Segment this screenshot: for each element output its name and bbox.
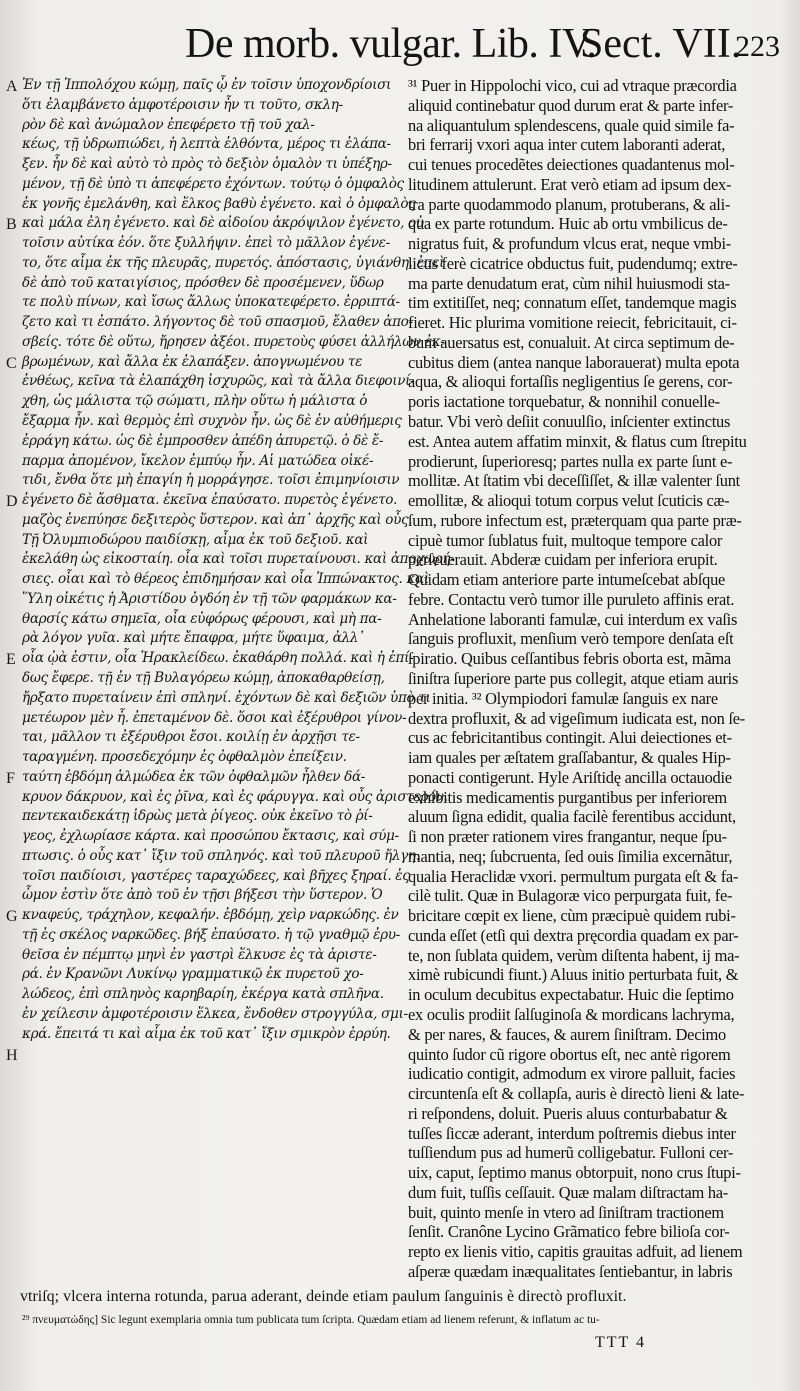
greek-line: ἐγένετο δὲ ἄσθματα. ἐκεῖνα ἐπαύσατο. πυρετὸς ἐγένετο. — [22, 492, 398, 509]
greek-line: παρμα ἀπομένον, ἴκελον ἐμπύῳ ἦν. Αἱ ματώδεα οἰκέ- — [22, 452, 374, 469]
greek-line: θεῖσα ἐν πέμπτῳ μηνὶ ἐν γαστρὶ ἕλκυσε ἐς τὰ ἀριστε- — [22, 946, 377, 963]
latin-line: iudicatio contigit, admodum ex virore palluit, facies — [408, 1064, 736, 1084]
running-header — [0, 18, 800, 78]
greek-line: γεος, ἐχλωρίασε κάρτα. καὶ προσώπου ἔκτασις, καὶ σύμ- — [22, 828, 399, 845]
latin-line: ma parte denudatum erat, cùm nihil huiusmodi sta- — [408, 273, 730, 293]
latin-line: ſenſit. Cranône Lycino Grãmatico febre bilioſa cor- — [408, 1222, 730, 1242]
greek-line: ρὰ λόγον γυῖα. καὶ μήτε ἔπαφρα, μήτε ὕφαιμα, ἀλλ᾽ — [22, 630, 365, 647]
latin-line: emollitæ, & alioqui totum corpus velut ſcuticis cæ- — [408, 491, 730, 511]
greek-line: καὶ μάλα ἐλη ἐγένετο. καὶ δὲ αἰδοίου ἀκρόψιλον ἐγένετο, οὐ — [22, 215, 424, 232]
latin-line: & per nares, & fauces, & aurem ſiniſtram. Decimo — [408, 1024, 726, 1044]
greek-line: μένον, τῇ δὲ ὑπὸ τι ἀπεφέρετο ἐχόντων. τούτῳ ὁ ὀμφαλὸς — [22, 175, 404, 192]
latin-line: bricitare cœpit ex liene, cùm præcipuè quidem rubi- — [408, 906, 736, 926]
greek-line: κέως, τῇ ὑδρωπιώδει, ἡ λεπτὰ ἐλθόντα, μέρος τι ἐλάπα- — [22, 136, 391, 153]
latin-line: aliquid continebatur quod durum erat & parte infer- — [408, 95, 734, 115]
latin-line: qualia Heraclidæ vxori. permultum purgata eſt & fa- — [408, 866, 739, 886]
latin-line: ³¹ Puer in Hippolochi vico, cui ad vtraque præcordia — [408, 76, 737, 95]
latin-line: fieret. Hic plurima vomitione reiecit, febricitauit, ci- — [408, 313, 737, 333]
latin-line: ex oculis prodiit ſalſuginoſa & mordicans lachryma, — [408, 1004, 735, 1024]
greek-line: ἐν χείλεσιν ἀμφοτέροισιν ἕλκεα, ἔνδοθεν στρογγύλα, σμι- — [22, 1005, 408, 1022]
greek-line: κναφεύς, τράχηλον, κεφαλήν. ἑβδόμῃ, χεὶρ ναρκώδης. ἐν — [22, 907, 399, 924]
greek-line: ταύτη ἑβδόμη ἁλμώδεα ἐκ τῶν ὀφθαλμῶν ἦλθεν δά- — [22, 768, 366, 785]
latin-line: aſperæ quædam inæqualitates ſentiebantur, in labris — [408, 1261, 733, 1281]
greek-line: λώδεος, ἐπὶ σπληνὸς καρηβαρίη, ἐκέργα κατὰ σπλῆνα. — [22, 986, 384, 1003]
greek-line: μαζὸς ἐνεπύησε δεξιτερὸς ὕστερον. καὶ ἀπ᾽ ἀρχῆς καὶ οὖς. — [22, 511, 413, 528]
greek-line: ται, μᾶλλον τι ἐξέρυθροι ἔσοι. κοιλίῃ ἐν ἀρχῇσι τε- — [22, 729, 360, 746]
latin-line: mollitæ. At ſtatim vbi deceſſiſſet, & illæ valenter ſunt — [408, 471, 740, 491]
latin-line: qua ex parte rotundum. Huic ab ortu vmbilicus de- — [408, 214, 728, 234]
latin-line: cus ac febricitantibus contingit. Alui deiectiones et- — [408, 728, 732, 748]
greek-line: τῇ ἐς σκέλος ναρκῶδες. βήξ ἐπαύσατο. ἡ τῷ γναθμῷ ἐρυ- — [22, 926, 400, 943]
running-title: De morb. vulgar. Lib. IV. — [185, 21, 597, 67]
greek-line: κρά. ἔπειτά τι καὶ αἷμα ἐκ τοῦ κατ᾽ ἴξιν σμικρὸν ἐρρύη. — [22, 1025, 391, 1042]
section-label: Sect. VII. — [580, 21, 742, 67]
latin-line: febre. Contactu verò tumor ille puruleto affinis erat. — [408, 589, 735, 609]
latin-line: bum auersatus est, conualuit. At circa septimum de- — [408, 332, 735, 352]
latin-line: in oculum decubitus expectabatur. Huic die ſeptimo — [408, 985, 734, 1005]
greek-line: θαρσίς κάτω σημεῖα, οἷα εὐφόρως φέρουσι, καὶ μὴ πα- — [22, 610, 382, 627]
latin-line: uix, caput, ſeptimo manus obtorpuit, nono crus ſtupi- — [408, 1163, 741, 1183]
greek-line: δως ἔφερε. τῇ ἐν τῇ Βυλαγόρεω κώμῃ, ἀποκαθαρθείσῃ, — [22, 669, 385, 686]
latin-line: repto ex lienis vitio, capitis grauitas adfuit, ad lienem — [408, 1242, 743, 1262]
greek-line: Ὕλη οἰκέτις ἡ Ἀριστίδου ὀγδόη ἐν τῇ τῶν φαρμάκων κα- — [22, 590, 397, 607]
latin-line: aqua, & alioqui fortaſſis negligentius ſe gerens, cor- — [408, 372, 733, 392]
latin-line: ſiniſtra ſuperiore parte pus collegit, atque etiam auris — [408, 668, 739, 688]
greek-line: τιδι, ἔνθα ὅτε μὴ ἐπαγίη ἡ μορράγησε. τοῖσι ἐπιμηνίοισιν — [22, 472, 400, 489]
margin-letter: E — [6, 651, 16, 669]
greek-line: ἐρράγη κάτω. ὡς δὲ ἐμπροσθεν ἀπέδη ἀπυρετῷ. ὁ δὲ ἔ- — [22, 432, 384, 449]
closing-line: vtriſq; vlcera interna rotunda, parua aderant, deinde etiam paulum ſanguinis è directò profluxit. — [20, 1288, 627, 1305]
latin-line: exhibitis medicamentis purgantibus per inferiorem — [408, 787, 727, 807]
latin-line: cipuè tumor ſublatus fuit, multoque tempore calor — [408, 530, 723, 550]
latin-line: poris iactatione torquebatur, & nonnihil conuelle- — [408, 392, 720, 412]
latin-line: quinto ſudor cũ rigore obortus eſt, nec antè rigorem — [408, 1044, 731, 1064]
greek-line: δὲ ἀπὸ τοῦ καταιγίσιος, πρόσθεν δὲ προσέμενεν, ὕδωρ — [22, 274, 384, 291]
footnote: ²⁹ πνευματώδης] Sic legunt exemplaria omnia tum publicata tum ſcripta. Quædam etiam ad lienem referunt, & inflatum ac tu- — [22, 1314, 600, 1326]
greek-line: οἷα ᾠὰ ἐστιν, οἷα Ἡρακλείδεω. ἐκαθάρθη πολλά. καὶ ἡ ἐπί- — [22, 650, 414, 667]
greek-line: Ἐν τῇ Ἱππολόχου κώμῃ, παῖς ᾧ ἐν τοῖσιν ὑποχονδρίοισι — [22, 77, 391, 93]
latin-line: licus ferè cicatrice obductus fuit, pudendumq; extre- — [408, 253, 738, 273]
greek-line: ρὸν δὲ καὶ ἀνώμαλον ἐπεφέρετο τῇ τοῦ χαλ- — [22, 116, 315, 133]
latin-line: dextra profluxit, & ad vigeſimum iudicata est, non ſe- — [408, 708, 745, 728]
greek-line: βρωμένων, καὶ ἄλλα ἐκ ἐλαπάξεν. ἀπογνωμένου τε — [22, 353, 363, 370]
latin-line: est. Antea autem affatim minxit, & flatus cum ſtrepitu — [408, 431, 747, 451]
latin-line: litudinem attulerunt. Erat verò etiam ad ipsum dex- — [408, 174, 732, 194]
latin-line: cubitus diem (antea nanque laborauerat) multa epota — [408, 352, 740, 372]
latin-line: ponacti contigerunt. Hyle Ariſtidę ancilla octauodie — [408, 767, 732, 787]
latin-line: prodierunt, ſuperioresq; partes nulla ex parte ſunt e- — [408, 451, 733, 471]
margin-letter: A — [6, 78, 18, 95]
greek-line: κρυον δάκρυον, καὶ ἐς ῥῖνα, καὶ ἐς φάρυγγα. καὶ οὖς ἀριστερόν. — [22, 788, 448, 805]
latin-text-column — [408, 76, 786, 1282]
margin-letter: D — [6, 493, 18, 511]
latin-line: batur. Vbi verò deſiit conuulſio, inſcienter extinctus — [408, 412, 731, 432]
latin-line: buit, quinto menſe in vtero ad ſiniſtram tractionem — [408, 1202, 724, 1222]
latin-line: tra parte quodammodo planum, protuberans, & ali- — [408, 194, 731, 214]
latin-line: Quidam etiam anteriore parte intumeſcebat abſque — [408, 570, 726, 590]
latin-line: na aliquantulum splendescens, quale quid simile fa- — [408, 115, 735, 135]
greek-text-column — [22, 76, 455, 1045]
latin-line: aluum ſigna edidit, qualia facilè ferentibus accidunt, — [408, 807, 736, 827]
latin-line: per initia. ³² Olympiodori famulæ ſanguis ex nare — [408, 688, 718, 708]
latin-line: perſeuerauit. Abderæ cuidam per inferiora erupit. — [408, 550, 718, 570]
greek-line: ἔξαρμα ἦν. καὶ θερμὸς ἐπὶ συχνὸν ἦν. ὡς δὲ ἐν αὐθήμερις — [22, 413, 402, 430]
greek-line: μετέωρον μὲν ἦ. ἐπεταμένον δὲ. ὅσοι καὶ ἐξέρυθροι γίνον- — [22, 709, 407, 726]
greek-line: σιες. οἷαι καὶ τὸ θέρεος ἐπιδημήσαν καὶ οἷα Ἱππώνακτος. καὶ — [22, 571, 429, 588]
latin-line: te, non ſublata quidem, verùm diſtenta habent, ij ma- — [408, 945, 740, 965]
latin-line: ſanguis profluxit, menſium verò tempore denſata eſt — [408, 629, 734, 649]
margin-letter: C — [6, 354, 17, 372]
latin-line: ſum, rubore infectum est, præterquam qua parte præ- — [408, 510, 742, 530]
margin-letter: G — [6, 908, 18, 926]
latin-line: tuſſes ſiccæ aderant, interdum poſtremis diebus inter — [408, 1123, 736, 1143]
latin-line: cilè tulit. Quæ in Bulagoræ vico perpurgata fuit, fe- — [408, 886, 733, 906]
margin-letter: B — [6, 216, 17, 234]
greek-line: Τῇ Ὀλυμπιοδώρου παιδίσκῃ, αἷμα ἐκ τοῦ δεξιοῦ. καὶ — [22, 531, 369, 548]
latin-line: ſi non præter rationem vires frangantur, neque ſpu- — [408, 827, 727, 847]
latin-line: nigratus fuit, & profundum vlcus erat, neque vmbi- — [408, 234, 731, 254]
latin-line: tuſſiendum pus ad humerũ colligebatur. Fulloni cer- — [408, 1143, 734, 1163]
latin-line: cui tenues procedẽtes deiectiones quadantenus mol- — [408, 155, 735, 175]
greek-line: ὅτι ἐλαμβάνετο ἀμφοτέροισιν ἦν τι τοῦτο, σκλη- — [22, 96, 343, 113]
page-number: 223 — [735, 30, 780, 63]
greek-line: ἐνθέως, κεῖνα τὰ ἐλαπάχθη ἰσχυρῶς, καὶ τὰ ἄλλα διεφοινί- — [22, 373, 415, 390]
margin-letter: H — [6, 1046, 18, 1064]
greek-line: ἐκελάθη ὡς εἰκοσταίη. οἷα καὶ τοῖσι πυρεταίνουσι. καὶ ἀποχωρή- — [22, 551, 455, 568]
greek-line: πτωσις. ὁ οὖς κατ᾽ ἴξιν τοῦ σπληνός. καὶ τοῦ πλευροῦ ἤλγη. — [22, 847, 420, 864]
greek-line: ζετο καὶ τι ἐσπάτο. λήγοντος δὲ τοῦ σπασμοῦ, ἔλαθεν ἀπο- — [22, 314, 413, 331]
greek-line: τε πολὺ πίνων, καὶ ἴσως ἄλλως ὑποκατεφέρετο. ἐρριπτά- — [22, 294, 400, 311]
greek-line: ρά. ἐν Κρανῶνι Λυκίνῳ γραμματικῷ ἐκ πυρετοῦ χο- — [22, 966, 364, 983]
latin-line: ximè rubicundi fiunt.) Aluus initio perturbata fuit, & — [408, 965, 739, 985]
greek-line: ἤρξατο πυρεταίνειν ἐπὶ σπληνί. ἐχόντων δὲ καὶ δεξιῶν ὑπὸ τι — [22, 689, 431, 706]
greek-line: χθη, ὡς μάλιστα τῷ σώματι, πλὴν οὕτω ἡ μάλιστα ὁ — [22, 393, 368, 410]
latin-line: circuntenſa eſt & collapſa, auris è directò lieni & late- — [408, 1084, 745, 1104]
greek-line: σβείς. τότε δὲ οὕτω, ἤρησεν ἀξέοι. πυρετοὺς φύσει ἀλλήλων ἐκ- — [22, 333, 445, 350]
signature-mark: TTT 4 — [595, 1334, 647, 1351]
latin-line: cunda eſſet (etſi qui dextra pręcordia quadam ex par- — [408, 925, 739, 945]
latin-line: ſpiratio. Quibus ceſſantibus febris oborta est, mãma — [408, 649, 731, 669]
greek-line: ταραγμένη. προσεδεχόμην ἐς ὀφθαλμὸν ἐπείξειν. — [22, 749, 347, 766]
margin-letter: F — [6, 769, 15, 787]
latin-line: dum fuit, tuſſis ceſſauit. Quæ malam diſtractam ha- — [408, 1182, 728, 1202]
latin-line: mantia, neq; ſubcruenta, ſed ouis ſimilia excernãtur, — [408, 846, 733, 866]
latin-line: iam quales per æſtatem graſſabantur, & quales Hip- — [408, 748, 731, 768]
greek-line: ἐκ γονῆς ἐμελάνθη, καὶ ἕλκος βαθὺ ἐγένετο. καὶ ὁ ὀμφαλὸς — [22, 195, 416, 212]
latin-line: tim extitiſſet, neq; connatum eſſet, tandemque magis — [408, 293, 737, 313]
greek-line: το, ὅτε αἷμα ἐκ τῆς πλευρᾶς, πυρετός. ἀπόστασις, ὑγιάνθη. ἐπεὶ — [22, 254, 445, 271]
latin-line: bri ferrarij vxori aqua inter cutem laboranti aderat, — [408, 135, 726, 155]
latin-line: ri reſpondens, doluit. Pueris aluus conturbabatur & — [408, 1103, 728, 1123]
greek-line: ὦμον ἐστὶν ὅτε ἀπὸ τοῦ ἐν τῇσι βήξεσι τὴν ὕστερον. Ὁ — [22, 887, 383, 904]
greek-line: τοῖσι παιδίοισι, γαστέρες ταραχώδεες, καὶ βῆχες ξηραί. ἐς — [22, 867, 410, 884]
latin-line: Anhelatione laboranti famulæ, cui interdum ex vaſis — [408, 609, 738, 629]
greek-line: τοῖσιν αὐτίκα ἐόν. ὅτε ξυλλήψιν. ἐπεὶ τὸ μᾶλλον ἐγένε- — [22, 235, 390, 252]
greek-line: πεντεκαιδεκάτῃ ἱδρὼς μετὰ ῥίγεος. οὐκ ἐκεῖνο τὸ ῥί- — [22, 808, 373, 825]
greek-line: ξεν. ἦν δὲ καὶ αὐτὸ τὸ πρὸς τὸ δεξιὸν ὁμαλὸν τι ὑπέξηρ- — [22, 156, 392, 173]
